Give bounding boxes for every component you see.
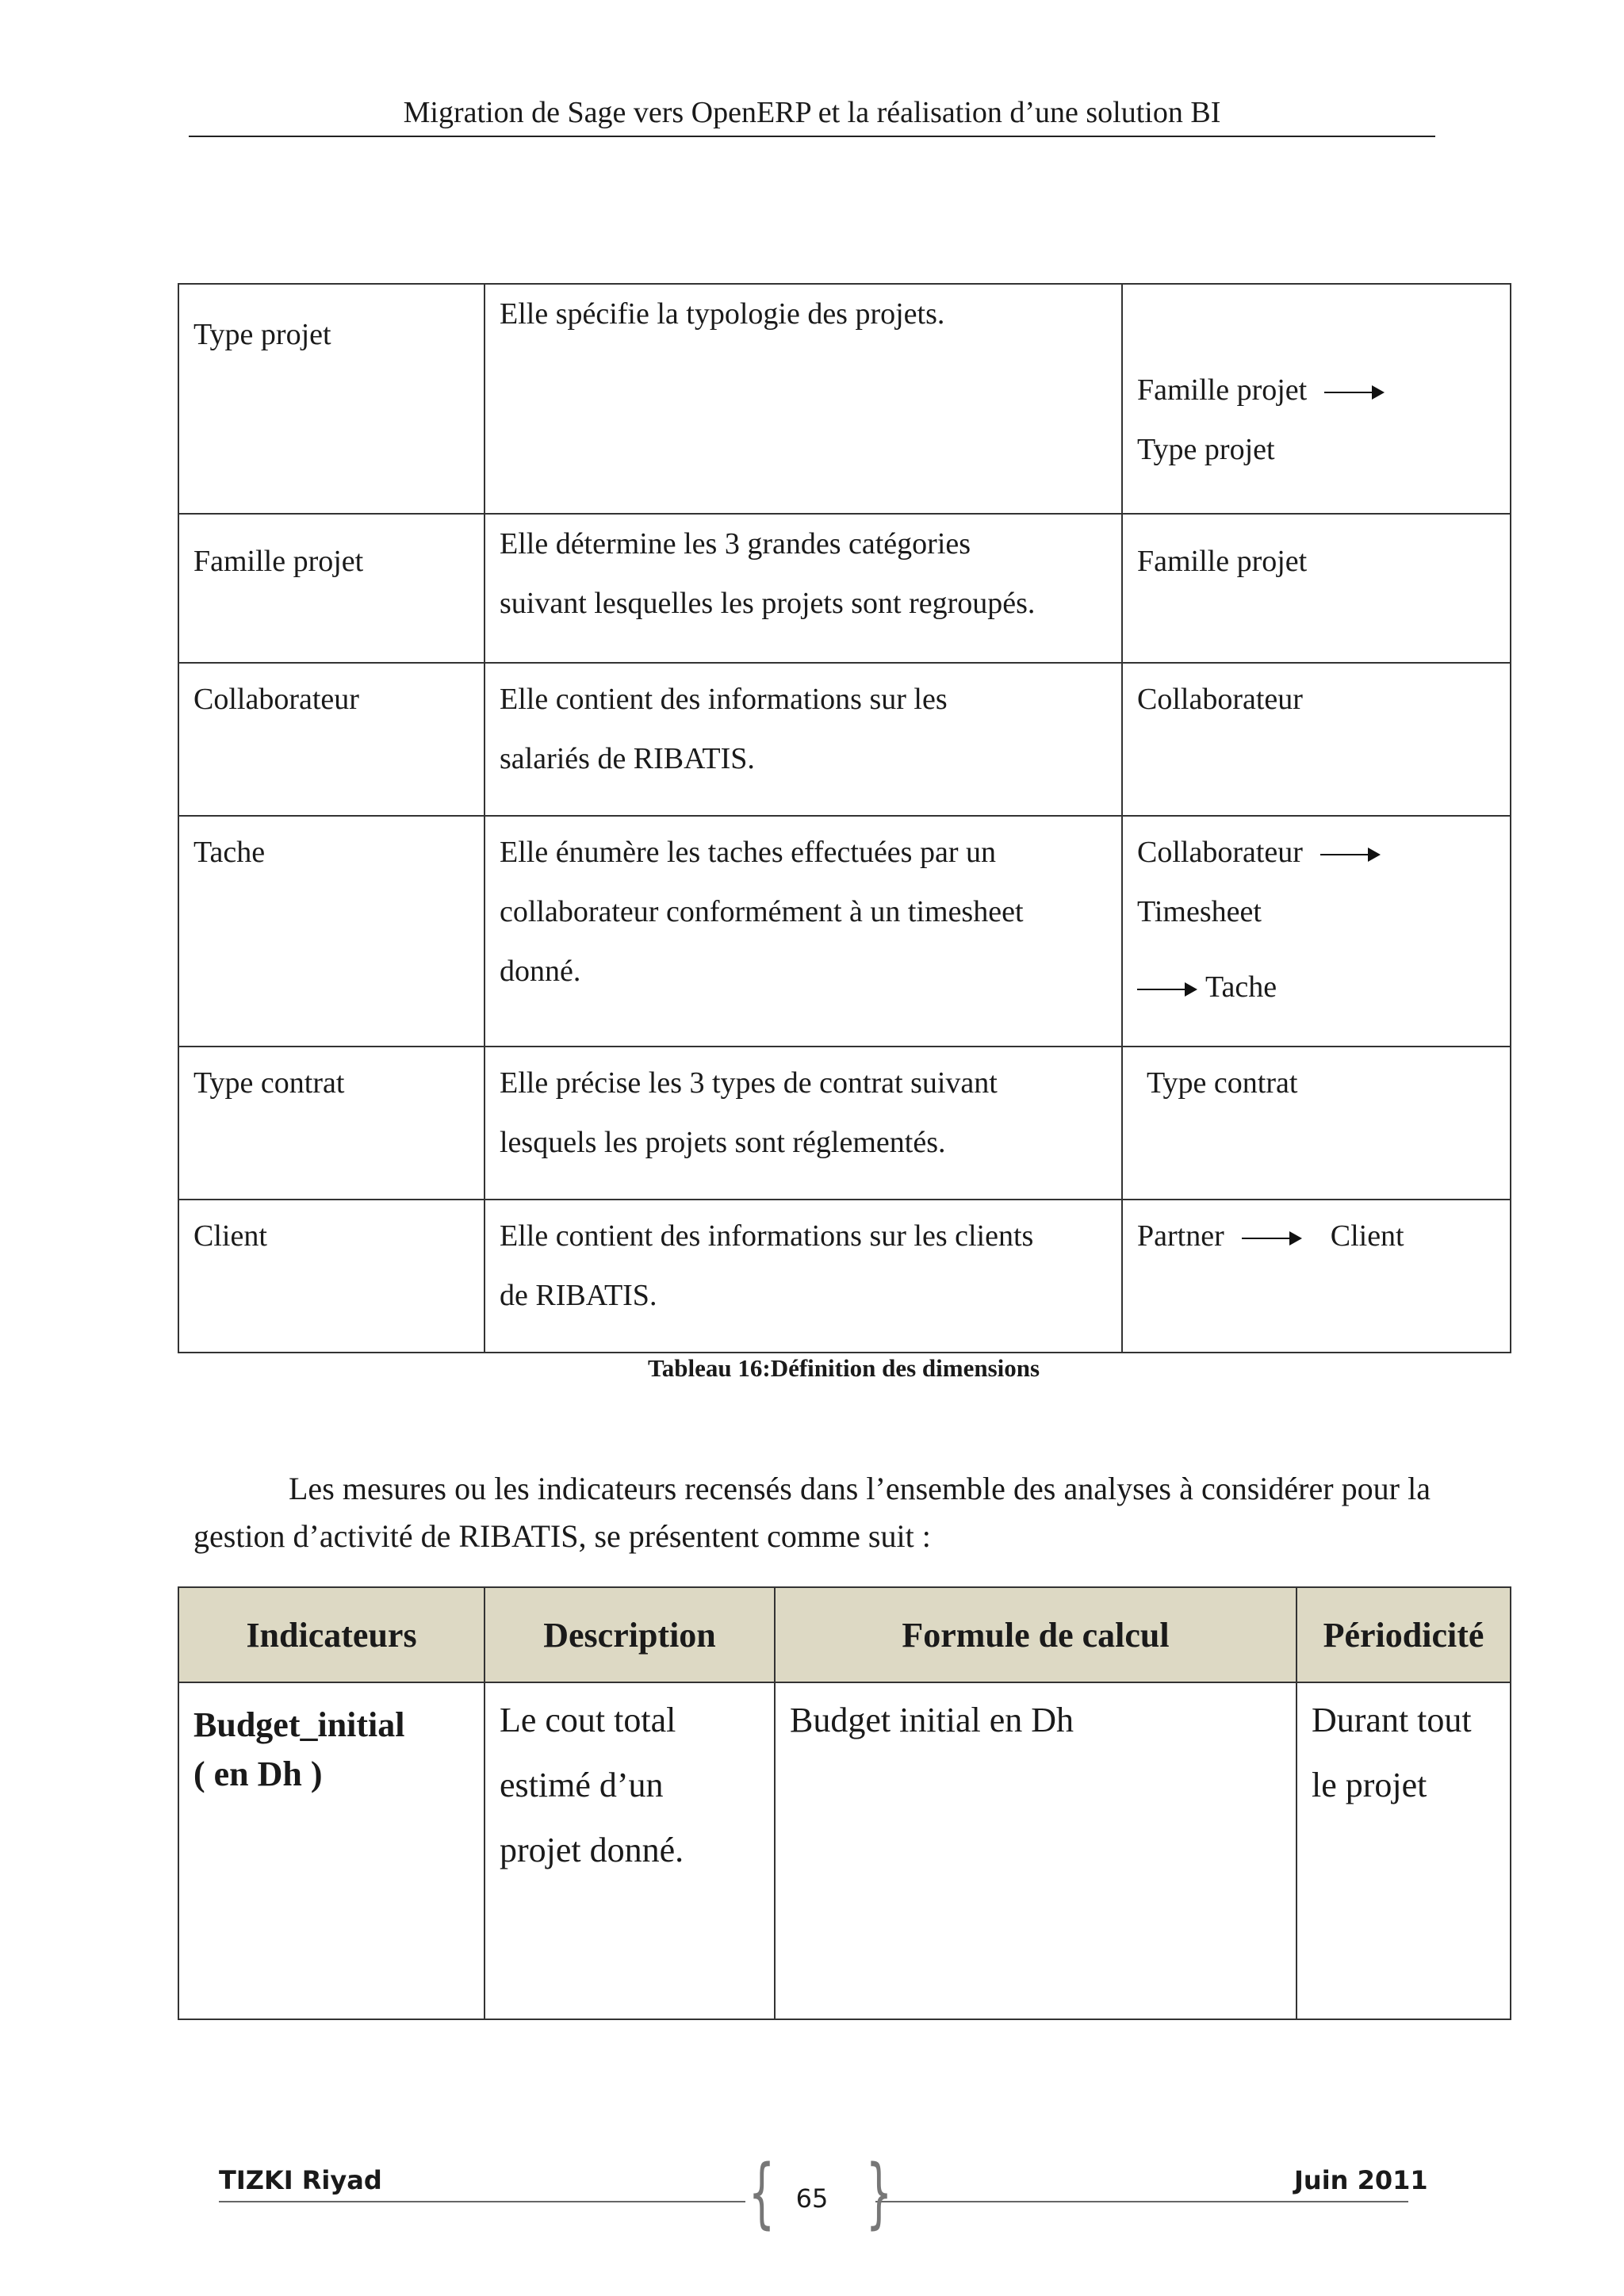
table-caption: Tableau 16:Définition des dimensions [647, 1354, 1040, 1382]
description-line: Elle énumère les taches effectuées par un [500, 836, 996, 869]
dimension-name: Famille projet [178, 514, 485, 663]
left-brace-icon: { [748, 2149, 776, 2237]
arrow-right-icon [1324, 392, 1383, 393]
dimension-name: Tache [178, 816, 485, 1047]
dimension-source [1122, 816, 1511, 1047]
source-line [1137, 420, 1496, 480]
dimension-name: Collaborateur [178, 663, 485, 816]
column-header: Indicateurs [178, 1587, 485, 1682]
source-table: Partner [1137, 1219, 1224, 1253]
dimension-name: Type contrat [178, 1047, 485, 1200]
source-line [1137, 361, 1496, 420]
source-table: Collaborateur [1137, 683, 1303, 716]
table-row [178, 1047, 1511, 1200]
description-line: Elle détermine les 3 grandes catégories [500, 527, 971, 561]
dimension-description [485, 514, 1122, 663]
header-rule [189, 136, 1435, 137]
source-line [1137, 1207, 1496, 1266]
table-row [178, 514, 1511, 663]
dimension-source [1122, 514, 1511, 663]
paragraph-text: Les mesures ou les indicateurs recensés dans l’ensemble des analyses à considérer pour la gestion d’activité de RIBATIS, se présentent comme suit : [193, 1471, 1431, 1554]
footer-author: TIZKI Riyad [219, 2165, 382, 2195]
description-line: Elle spécifie la typologie des projets. [500, 297, 945, 331]
indicator-periodicity [1297, 1682, 1511, 2019]
indicator-name [178, 1682, 485, 2019]
description-line: estimé d’un [500, 1766, 664, 1804]
dimension-description [485, 816, 1122, 1047]
running-header: Migration de Sage vers OpenERP et la réalisation d’une solution BI [403, 96, 1221, 129]
description-line: Elle contient des informations sur les [500, 683, 948, 716]
description-line: suivant lesquelles les projets sont regroupés. [500, 587, 1036, 620]
footer-date: Juin 2011 [1294, 2165, 1428, 2195]
description-line: salariés de RIBATIS. [500, 742, 755, 775]
arrow-right-icon [1242, 1238, 1300, 1239]
table-row [178, 663, 1511, 816]
dimension-name: Client [178, 1200, 485, 1353]
table-header-row [178, 1587, 1511, 1682]
description-line: Le cout total [500, 1701, 676, 1739]
description-line: Elle contient des informations sur les clients [500, 1219, 1034, 1253]
source-line [1137, 823, 1496, 882]
dimensions-table [178, 283, 1511, 1353]
description-line: lesquels les projets sont réglementés. [500, 1126, 946, 1159]
dimension-description [485, 284, 1122, 514]
source-table: Type projet [1137, 433, 1275, 466]
indicator-line: Budget_initial [193, 1705, 405, 1744]
dimension-name: Type projet [178, 284, 485, 514]
page-number: 65 [795, 2183, 829, 2214]
source-table: Collaborateur [1137, 836, 1303, 869]
arrow-right-icon [1137, 989, 1196, 990]
indicator-formula: Budget initial en Dh [775, 1682, 1297, 2019]
description-line: de RIBATIS. [500, 1279, 657, 1312]
target-table: Client [1330, 1219, 1404, 1253]
dimension-description [485, 1200, 1122, 1353]
indicator-description [485, 1682, 775, 2019]
dimension-source [1122, 663, 1511, 816]
dimension-description [485, 663, 1122, 816]
indicator-line: ( en Dh ) [193, 1755, 323, 1793]
table-row [178, 816, 1511, 1047]
dimension-source [1122, 1200, 1511, 1353]
source-table: Timesheet [1137, 895, 1262, 928]
periodicity-line: Durant tout [1312, 1701, 1472, 1739]
source-table: Type contrat [1147, 1066, 1298, 1100]
column-header: Description [485, 1587, 775, 1682]
description-line: collaborateur conformément à un timesheet [500, 895, 1024, 928]
table-row [178, 1200, 1511, 1353]
column-header: Périodicité [1297, 1587, 1511, 1682]
source-table: Famille projet [1137, 373, 1308, 407]
source-table: Famille projet [1137, 545, 1308, 578]
periodicity-line: le projet [1312, 1766, 1427, 1804]
arrow-right-icon [1320, 854, 1379, 855]
dimension-description [485, 1047, 1122, 1200]
dimension-source [1122, 284, 1511, 514]
dimension-source [1122, 1047, 1511, 1200]
table-row [178, 1682, 1511, 2019]
column-header: Formule de calcul [775, 1587, 1297, 1682]
indicators-table [178, 1586, 1511, 2020]
source-line [1137, 958, 1496, 1017]
right-brace-icon: } [865, 2149, 893, 2237]
description-line: projet donné. [500, 1831, 684, 1869]
description-line: donné. [500, 955, 581, 988]
source-line [1137, 882, 1496, 942]
table-row [178, 284, 1511, 514]
target-table: Tache [1205, 970, 1277, 1004]
description-line: Elle précise les 3 types de contrat suivant [500, 1066, 998, 1100]
body-paragraph [193, 1465, 1431, 1560]
